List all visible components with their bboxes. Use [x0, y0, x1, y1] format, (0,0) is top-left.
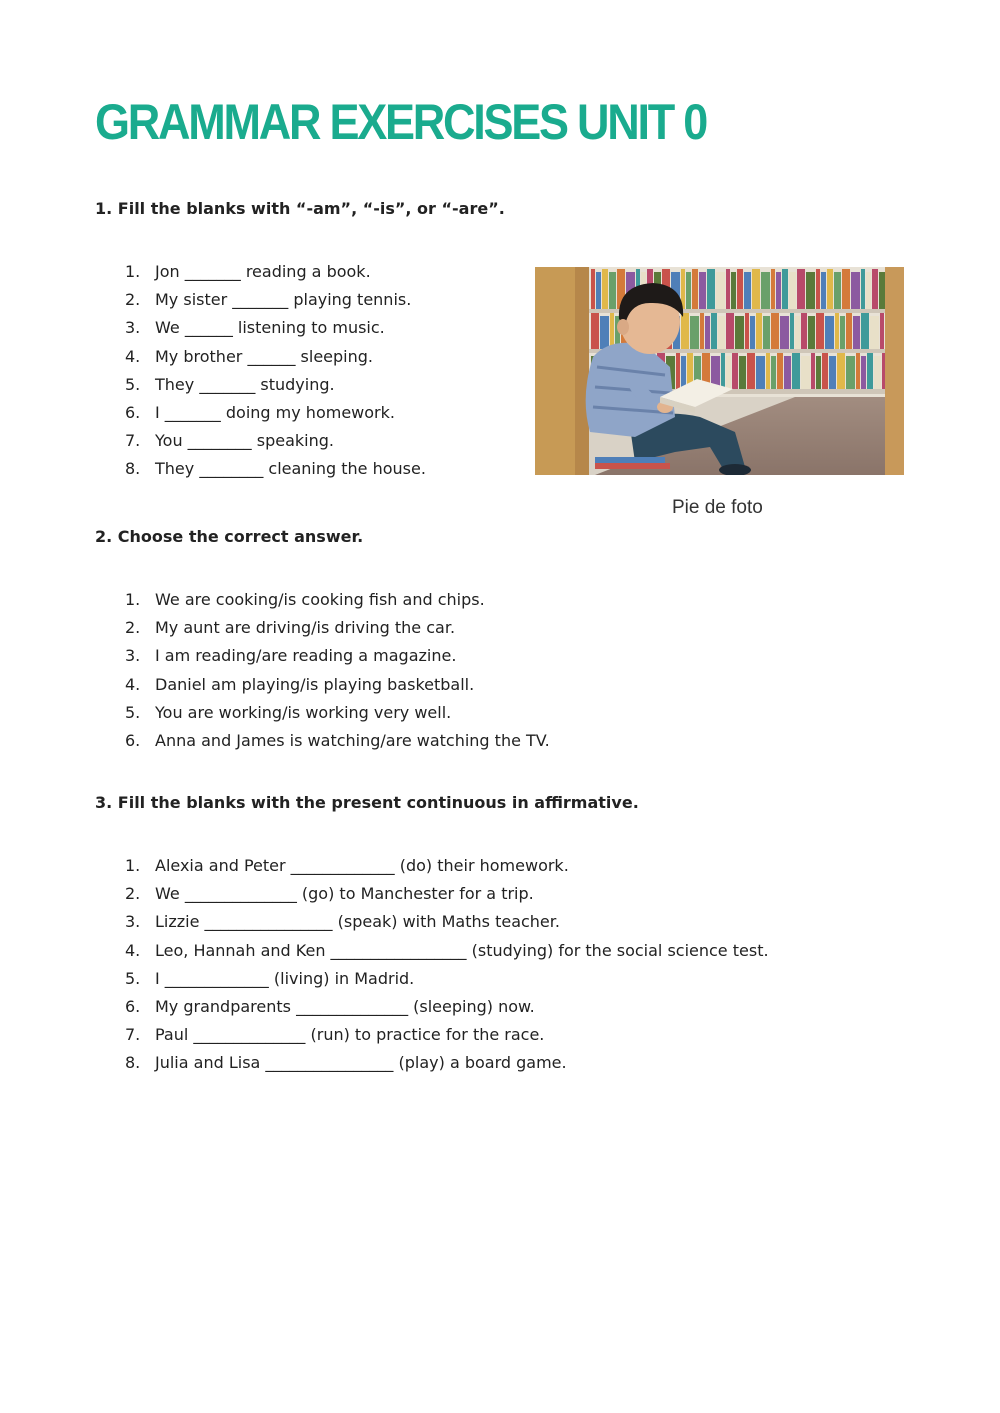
- item-number: 2.: [125, 618, 141, 638]
- item-text: They ________ cleaning the house.: [155, 459, 426, 479]
- exercise-item: [125, 993, 769, 1021]
- item-text: They _______ studying.: [155, 374, 335, 394]
- item-number: 6.: [125, 730, 141, 750]
- exercise-item: [125, 880, 769, 908]
- exercise-item: [125, 965, 769, 993]
- item-number: 5.: [125, 702, 141, 722]
- item-text: We ______ listening to music.: [155, 318, 385, 338]
- item-text: You are working/is working very well.: [155, 702, 452, 722]
- item-text: My brother ______ sleeping.: [155, 346, 373, 366]
- exercise-item: [125, 399, 426, 427]
- section-2-heading: 2. Choose the correct answer.: [95, 527, 364, 546]
- item-number: 1.: [125, 856, 141, 875]
- exercise-item: [125, 671, 550, 699]
- item-number: 6.: [125, 996, 141, 1016]
- item-text: We are cooking/is cooking fish and chips.: [155, 590, 485, 609]
- item-number: 1.: [125, 262, 141, 281]
- item-number: 3.: [125, 646, 141, 666]
- item-text: Paul ______________ (run) to practice for the race.: [155, 1025, 545, 1045]
- item-text: My sister _______ playing tennis.: [155, 290, 412, 310]
- item-number: 7.: [125, 1025, 141, 1045]
- exercise-item: [125, 427, 426, 455]
- exercise-item: [125, 343, 426, 371]
- item-number: 2.: [125, 290, 141, 310]
- section-3-list: [125, 852, 769, 1078]
- item-text: My aunt are driving/is driving the car.: [155, 618, 456, 638]
- item-text: I _______ doing my homework.: [155, 402, 395, 422]
- exercise-item: [125, 371, 426, 399]
- item-text: We ______________ (go) to Manchester for a trip.: [155, 884, 534, 904]
- item-text: Jon _______ reading a book.: [155, 262, 371, 281]
- item-text: Lizzie ________________ (speak) with Maths teacher.: [155, 912, 560, 932]
- item-number: 6.: [125, 402, 141, 422]
- exercise-item: [125, 852, 769, 880]
- exercise-item: [125, 455, 426, 483]
- section-3-heading: 3. Fill the blanks with the present continuous in affirmative.: [95, 793, 639, 812]
- item-number: 4.: [125, 940, 141, 960]
- item-text: I _____________ (living) in Madrid.: [155, 968, 415, 988]
- section-2-list: [125, 586, 550, 755]
- item-number: 1.: [125, 590, 141, 609]
- exercise-item: [125, 586, 550, 614]
- item-number: 3.: [125, 318, 141, 338]
- item-number: 8.: [125, 459, 141, 479]
- item-number: 5.: [125, 374, 141, 394]
- item-text: Julia and Lisa ________________ (play) a board game.: [155, 1053, 567, 1073]
- photo-caption: Pie de foto: [672, 497, 763, 518]
- worksheet-title: GRAMMAR EXERCISES UNIT 0: [95, 94, 707, 150]
- exercise-item: [125, 699, 550, 727]
- exercise-item: [125, 642, 550, 670]
- item-number: 7.: [125, 431, 141, 451]
- item-text: Leo, Hannah and Ken _________________ (studying) for the social science test.: [155, 940, 769, 960]
- item-text: I am reading/are reading a magazine.: [155, 646, 457, 666]
- exercise-item: [125, 314, 426, 342]
- item-number: 2.: [125, 884, 141, 904]
- item-number: 4.: [125, 346, 141, 366]
- section-1-heading: 1. Fill the blanks with “-am”, “-is”, or “-are”.: [95, 199, 505, 218]
- boy-reading-in-library-photo: [535, 267, 904, 475]
- item-text: Anna and James is watching/are watching the TV.: [155, 730, 550, 750]
- exercise-item: [125, 286, 426, 314]
- exercise-item: [125, 258, 426, 286]
- exercise-item: [125, 727, 550, 755]
- exercise-item: [125, 937, 769, 965]
- item-text: My grandparents ______________ (sleeping) now.: [155, 996, 535, 1016]
- exercise-item: [125, 1049, 769, 1077]
- exercise-item: [125, 614, 550, 642]
- item-number: 8.: [125, 1053, 141, 1073]
- item-number: 3.: [125, 912, 141, 932]
- item-text: Daniel am playing/is playing basketball.: [155, 674, 475, 694]
- item-number: 5.: [125, 968, 141, 988]
- item-number: 4.: [125, 674, 141, 694]
- section-1-list: [125, 258, 426, 484]
- exercise-item: [125, 908, 769, 936]
- exercise-item: [125, 1021, 769, 1049]
- item-text: You ________ speaking.: [155, 431, 334, 451]
- item-text: Alexia and Peter _____________ (do) their homework.: [155, 856, 569, 875]
